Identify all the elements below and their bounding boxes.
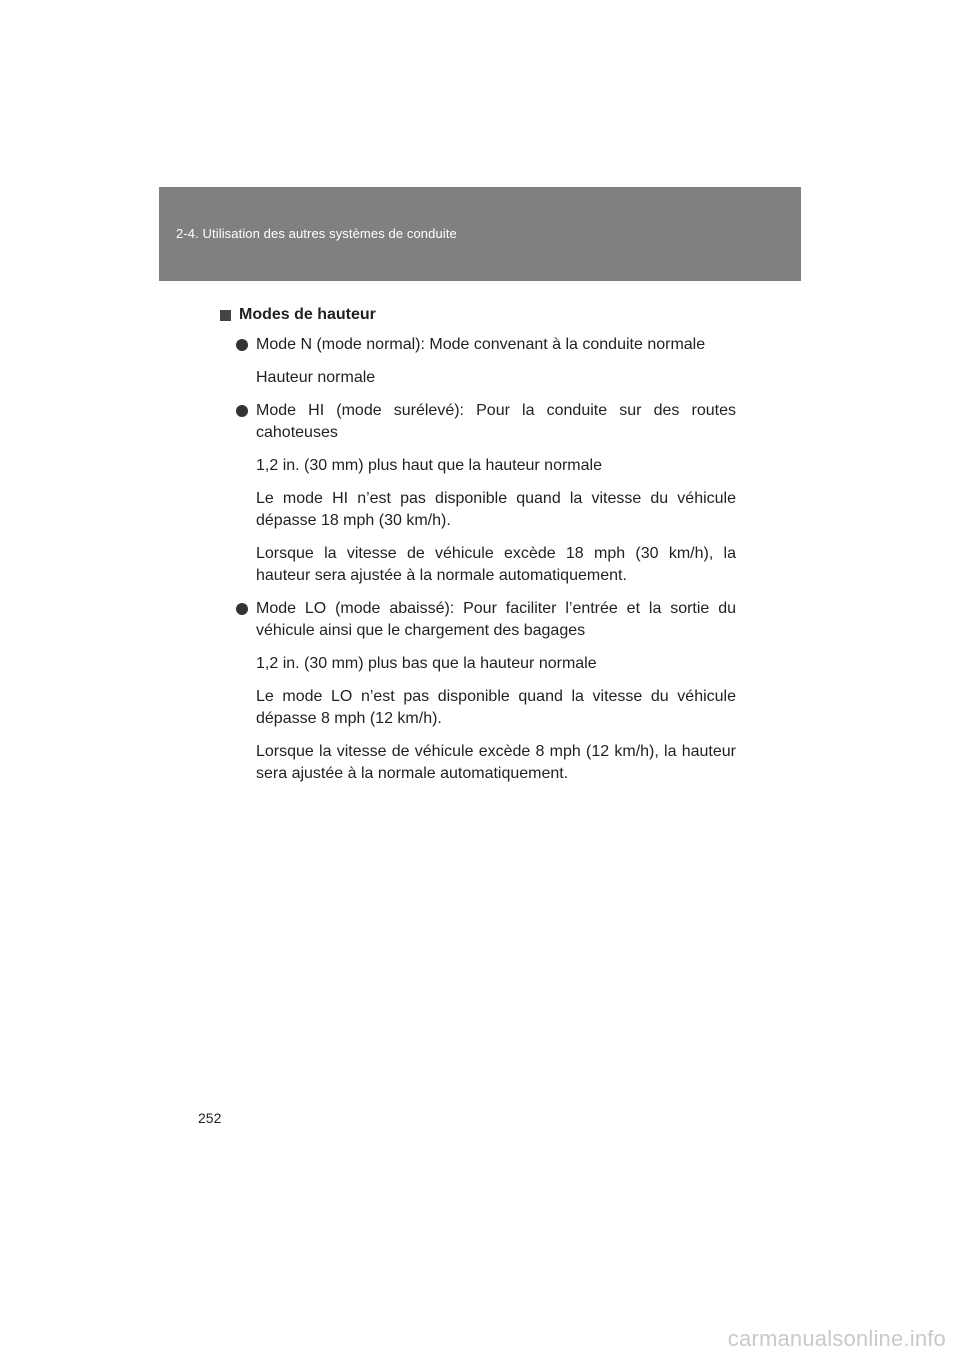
square-bullet-icon — [220, 310, 231, 321]
watermark: carmanualsonline.info — [727, 1326, 946, 1351]
section-heading — [220, 304, 736, 326]
mode-detail: Lorsque la vitesse de véhicule excède 8 mph (12 km/h), la hauteur sera ajustée à la normale automatiquement. — [256, 743, 736, 782]
mode-label: Mode LO (mode abaissé): Pour faciliter l’entrée et la sortie du véhicule ainsi que le chargement des bagages — [256, 600, 736, 639]
mode-detail: Le mode LO n’est pas disponible quand la vitesse du véhicule dépasse 8 mph (12 km/h). — [256, 688, 736, 727]
page-number: 252 — [198, 1110, 222, 1126]
circle-bullet-icon — [236, 405, 248, 417]
page-content — [220, 304, 736, 785]
mode-label: Mode HI (mode surélevé): Pour la conduite sur des routes cahoteuses — [256, 402, 736, 441]
mode-detail: 1,2 in. (30 mm) plus bas que la hauteur normale — [256, 655, 597, 672]
mode-detail: Hauteur normale — [256, 369, 376, 386]
chapter-header-band — [159, 187, 801, 281]
mode-item-normal — [220, 334, 736, 389]
mode-item-low — [220, 598, 736, 785]
chapter-title: 2-4. Utilisation des autres systèmes de conduite — [176, 226, 457, 241]
mode-item-high — [220, 400, 736, 587]
section-heading-text: Modes de hauteur — [239, 306, 376, 323]
mode-detail: Le mode HI n’est pas disponible quand la vitesse du véhicule dépasse 18 mph (30 km/h). — [256, 490, 736, 529]
mode-detail: 1,2 in. (30 mm) plus haut que la hauteur normale — [256, 457, 602, 474]
circle-bullet-icon — [236, 603, 248, 615]
mode-detail: Lorsque la vitesse de véhicule excède 18 mph (30 km/h), la hauteur sera ajustée à la normale automatiquement. — [256, 545, 736, 584]
circle-bullet-icon — [236, 339, 248, 351]
mode-label: Mode N (mode normal): Mode convenant à la conduite normale — [256, 336, 706, 353]
